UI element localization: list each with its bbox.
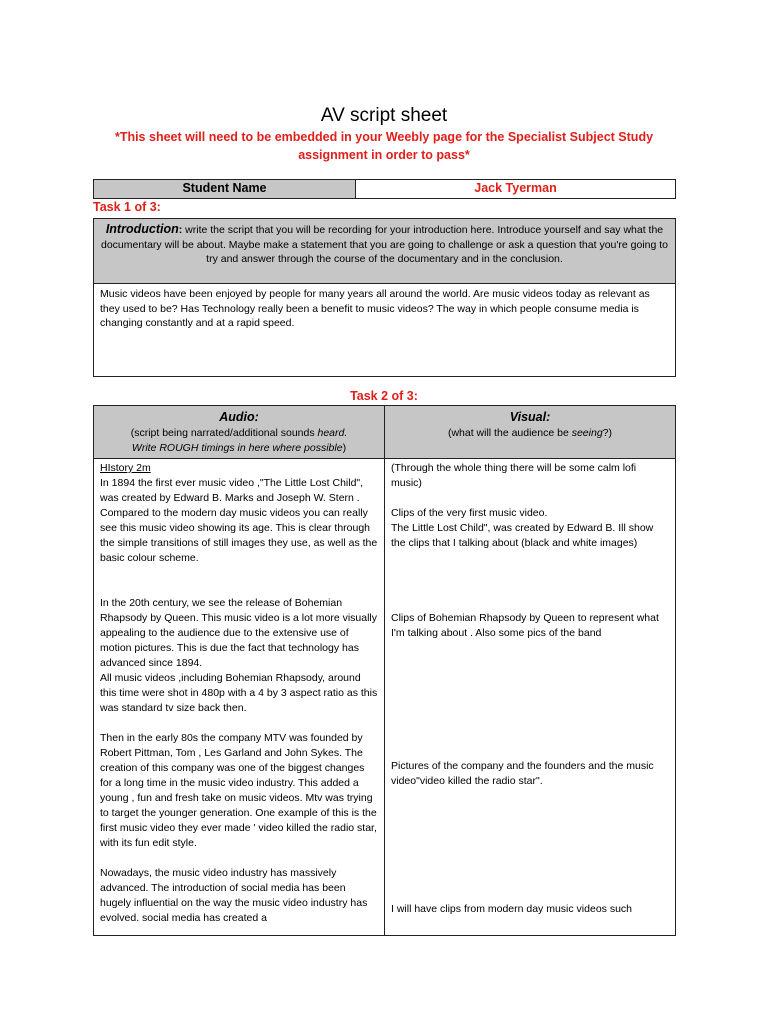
- audio-paragraph: All music videos ,including Bohemian Rhapsody, around this time were shot in 480p with a 4 by 3 aspect ratio as this was standard tv size back then.: [100, 672, 378, 714]
- visual-subheading: (what will the audience be seeing?): [447, 427, 613, 439]
- task2-label: Task 2 of 3:: [350, 389, 418, 403]
- audio-heading: Audio:: [219, 410, 259, 424]
- intro-instructions-text: write the script that you will be recording for your introduction here. Introduce yourself and say what the documentary will be about. Maybe make a statement that you are going to challenge or ask a question that you're going to try and answer through the course of the documentary and in the conclusion.: [100, 224, 668, 265]
- student-name-table: [93, 179, 676, 199]
- audio-paragraph: In the 20th century, we see the release of Bohemian Rhapsody by Queen. This music video is a lot more visually appealing to the audience due to the extensive use of motion pictures. This is due the fact that technology has advanced since 1894.: [100, 597, 378, 669]
- audio-script-cell: [94, 459, 385, 936]
- visual-paragraph: I will have clips from modern day music videos such: [391, 903, 633, 915]
- visual-paragraph: Clips of the very first music video.: [391, 507, 548, 519]
- task1-table: [93, 218, 676, 377]
- audio-paragraph: In 1894 the first ever music video ,"The Little Lost Child", was created by Edward B. Marks and Joseph W. Stern . Compared to the modern day music videos you can really see this music video showing its age. This is clear through the simple transitions of still images they use, as well as the basic colour scheme.: [100, 477, 378, 564]
- intro-heading: Introduction: [105, 222, 179, 236]
- visual-script-cell: [385, 459, 676, 936]
- visual-paragraph: The Little Lost Child", was created by Edward B. Ill show the clips that I talking about (black and white images): [391, 522, 654, 549]
- task1-instructions: [94, 219, 676, 284]
- audio-section-title: HIstory 2m: [100, 462, 151, 474]
- task2-table: [93, 405, 676, 936]
- intro-colon: :: [178, 224, 183, 236]
- student-name-label: Student Name: [94, 180, 356, 199]
- visual-header: [385, 406, 676, 459]
- audio-paragraph: Then in the early 80s the company MTV was founded by Robert Pittman, Tom , Les Garland and John Sykes. The creation of this company was one of the biggest changes for a long time in the music video industry. This added a young , fun and fresh take on music videos. Mtv was trying to target the younger generation. One example of this is the first music video they ever made ' video killed the radio star, with its fun edit style.: [100, 732, 377, 849]
- visual-heading: Visual:: [509, 410, 551, 424]
- visual-paragraph: Pictures of the company and the founders and the music video"video killed the radio star".: [391, 760, 654, 787]
- visual-paragraph: Clips of Bohemian Rhapsody by Queen to represent what I'm talking about . Also some pics of the band: [391, 612, 659, 639]
- audio-paragraph: Nowadays, the music video industry has massively advanced. The introduction of social media has been hugely influential on the way the music video industry has evolved. social media has created a: [100, 867, 368, 924]
- audio-header: [94, 406, 385, 459]
- student-name-value: Jack Tyerman: [356, 180, 676, 199]
- embed-notice: *This sheet will need to be embedded in your Weebly page for the Specialist Subject Study assignment in order to pass*: [114, 130, 654, 162]
- task1-label: Task 1 of 3:: [93, 200, 161, 214]
- audio-subheading: (script being narrated/additional sounds heard. Write ROUGH timings in here where possible): [130, 427, 348, 454]
- visual-paragraph: (Through the whole thing there will be some calm lofi music): [391, 462, 637, 489]
- page-title: AV script sheet: [320, 105, 448, 126]
- task1-answer: Music videos have been enjoyed by people for many years all around the world. Are music videos today as relevant as they used to be? Has Technology really been a benefit to music videos? The way in which people consume media is changing constantly and at a rapid speed.: [94, 284, 676, 377]
